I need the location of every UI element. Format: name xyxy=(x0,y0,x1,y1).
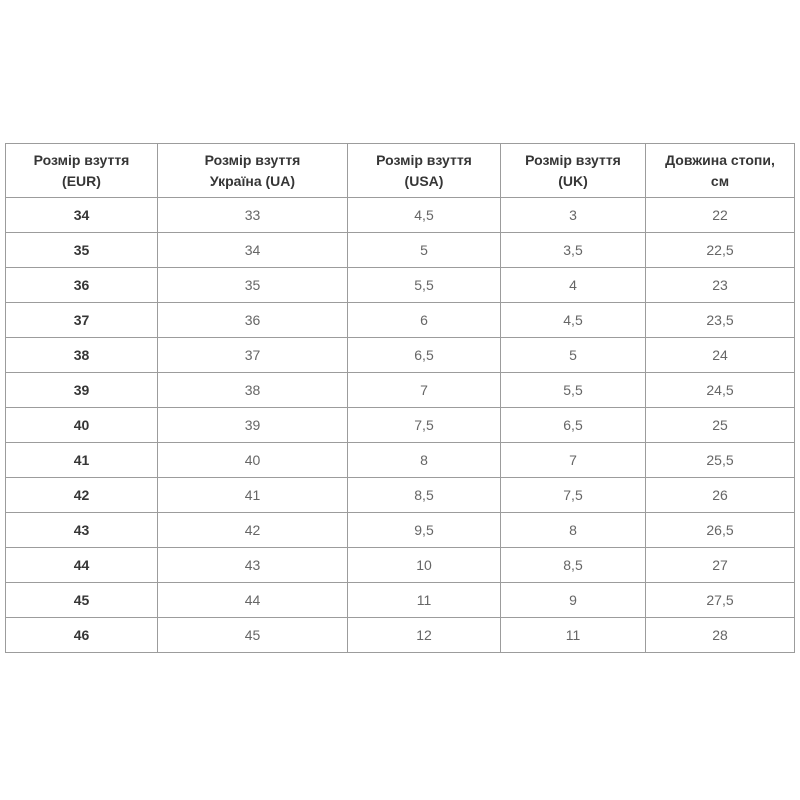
column-header-line1: Розмір взуття xyxy=(33,152,130,169)
cell-uk: 4,5 xyxy=(501,303,646,338)
cell-ua: 35 xyxy=(158,268,348,303)
table-row xyxy=(6,373,795,408)
table-row xyxy=(6,408,795,443)
cell-eur: 46 xyxy=(6,618,158,653)
cell-ua: 36 xyxy=(158,303,348,338)
cell-usa: 9,5 xyxy=(348,513,501,548)
table-row xyxy=(6,268,795,303)
cell-cm: 22,5 xyxy=(646,233,795,268)
cell-eur: 40 xyxy=(6,408,158,443)
table-row xyxy=(6,618,795,653)
column-header-cm xyxy=(646,144,795,198)
cell-cm: 23,5 xyxy=(646,303,795,338)
cell-cm: 25,5 xyxy=(646,443,795,478)
cell-usa: 5 xyxy=(348,233,501,268)
cell-eur: 36 xyxy=(6,268,158,303)
column-header-line1: Розмір взуття xyxy=(204,152,301,169)
cell-ua: 37 xyxy=(158,338,348,373)
column-header-line2: см xyxy=(710,172,730,189)
cell-ua: 34 xyxy=(158,233,348,268)
cell-eur: 38 xyxy=(6,338,158,373)
cell-cm: 28 xyxy=(646,618,795,653)
cell-usa: 7 xyxy=(348,373,501,408)
table-row xyxy=(6,548,795,583)
cell-uk: 7,5 xyxy=(501,478,646,513)
cell-eur: 39 xyxy=(6,373,158,408)
cell-ua: 44 xyxy=(158,583,348,618)
cell-eur: 44 xyxy=(6,548,158,583)
column-header-line2: Україна (UA) xyxy=(209,172,296,189)
table-row xyxy=(6,303,795,338)
cell-cm: 27,5 xyxy=(646,583,795,618)
cell-cm: 27 xyxy=(646,548,795,583)
table-row xyxy=(6,233,795,268)
cell-usa: 4,5 xyxy=(348,198,501,233)
column-header-line1: Довжина стопи, xyxy=(665,152,775,169)
cell-cm: 25 xyxy=(646,408,795,443)
cell-cm: 26 xyxy=(646,478,795,513)
cell-uk: 6,5 xyxy=(501,408,646,443)
cell-usa: 8,5 xyxy=(348,478,501,513)
table-row xyxy=(6,513,795,548)
column-header-line1: Розмір взуття xyxy=(525,152,621,169)
table-row xyxy=(6,443,795,478)
cell-cm: 22 xyxy=(646,198,795,233)
column-header-usa xyxy=(348,144,501,198)
cell-usa: 6 xyxy=(348,303,501,338)
column-header-uk xyxy=(501,144,646,198)
cell-usa: 8 xyxy=(348,443,501,478)
cell-usa: 12 xyxy=(348,618,501,653)
cell-ua: 42 xyxy=(158,513,348,548)
cell-eur: 35 xyxy=(6,233,158,268)
cell-usa: 10 xyxy=(348,548,501,583)
cell-uk: 8 xyxy=(501,513,646,548)
cell-eur: 43 xyxy=(6,513,158,548)
size-conversion-table-container xyxy=(5,143,794,653)
cell-uk: 8,5 xyxy=(501,548,646,583)
column-header-line1: Розмір взуття xyxy=(376,152,472,169)
table-header xyxy=(6,144,795,198)
table-row xyxy=(6,583,795,618)
cell-uk: 4 xyxy=(501,268,646,303)
cell-usa: 11 xyxy=(348,583,501,618)
cell-ua: 43 xyxy=(158,548,348,583)
cell-eur: 34 xyxy=(6,198,158,233)
cell-uk: 11 xyxy=(501,618,646,653)
cell-uk: 9 xyxy=(501,583,646,618)
cell-ua: 45 xyxy=(158,618,348,653)
cell-usa: 6,5 xyxy=(348,338,501,373)
column-header-ua xyxy=(158,144,348,198)
table-row xyxy=(6,198,795,233)
cell-cm: 26,5 xyxy=(646,513,795,548)
cell-usa: 7,5 xyxy=(348,408,501,443)
table-body xyxy=(6,198,795,653)
cell-ua: 38 xyxy=(158,373,348,408)
column-header-line2: (UK) xyxy=(558,172,588,189)
cell-uk: 5 xyxy=(501,338,646,373)
cell-usa: 5,5 xyxy=(348,268,501,303)
cell-uk: 3,5 xyxy=(501,233,646,268)
table-header-row xyxy=(6,144,795,198)
cell-eur: 41 xyxy=(6,443,158,478)
column-header-line2: (EUR) xyxy=(62,172,101,189)
size-conversion-table xyxy=(5,143,795,653)
cell-cm: 24 xyxy=(646,338,795,373)
column-header-eur xyxy=(6,144,158,198)
table-row xyxy=(6,338,795,373)
cell-eur: 45 xyxy=(6,583,158,618)
column-header-line2: (USA) xyxy=(404,172,444,189)
cell-ua: 41 xyxy=(158,478,348,513)
table-row xyxy=(6,478,795,513)
cell-uk: 7 xyxy=(501,443,646,478)
cell-ua: 40 xyxy=(158,443,348,478)
cell-eur: 42 xyxy=(6,478,158,513)
cell-eur: 37 xyxy=(6,303,158,338)
cell-cm: 23 xyxy=(646,268,795,303)
cell-ua: 39 xyxy=(158,408,348,443)
cell-cm: 24,5 xyxy=(646,373,795,408)
cell-ua: 33 xyxy=(158,198,348,233)
cell-uk: 3 xyxy=(501,198,646,233)
cell-uk: 5,5 xyxy=(501,373,646,408)
